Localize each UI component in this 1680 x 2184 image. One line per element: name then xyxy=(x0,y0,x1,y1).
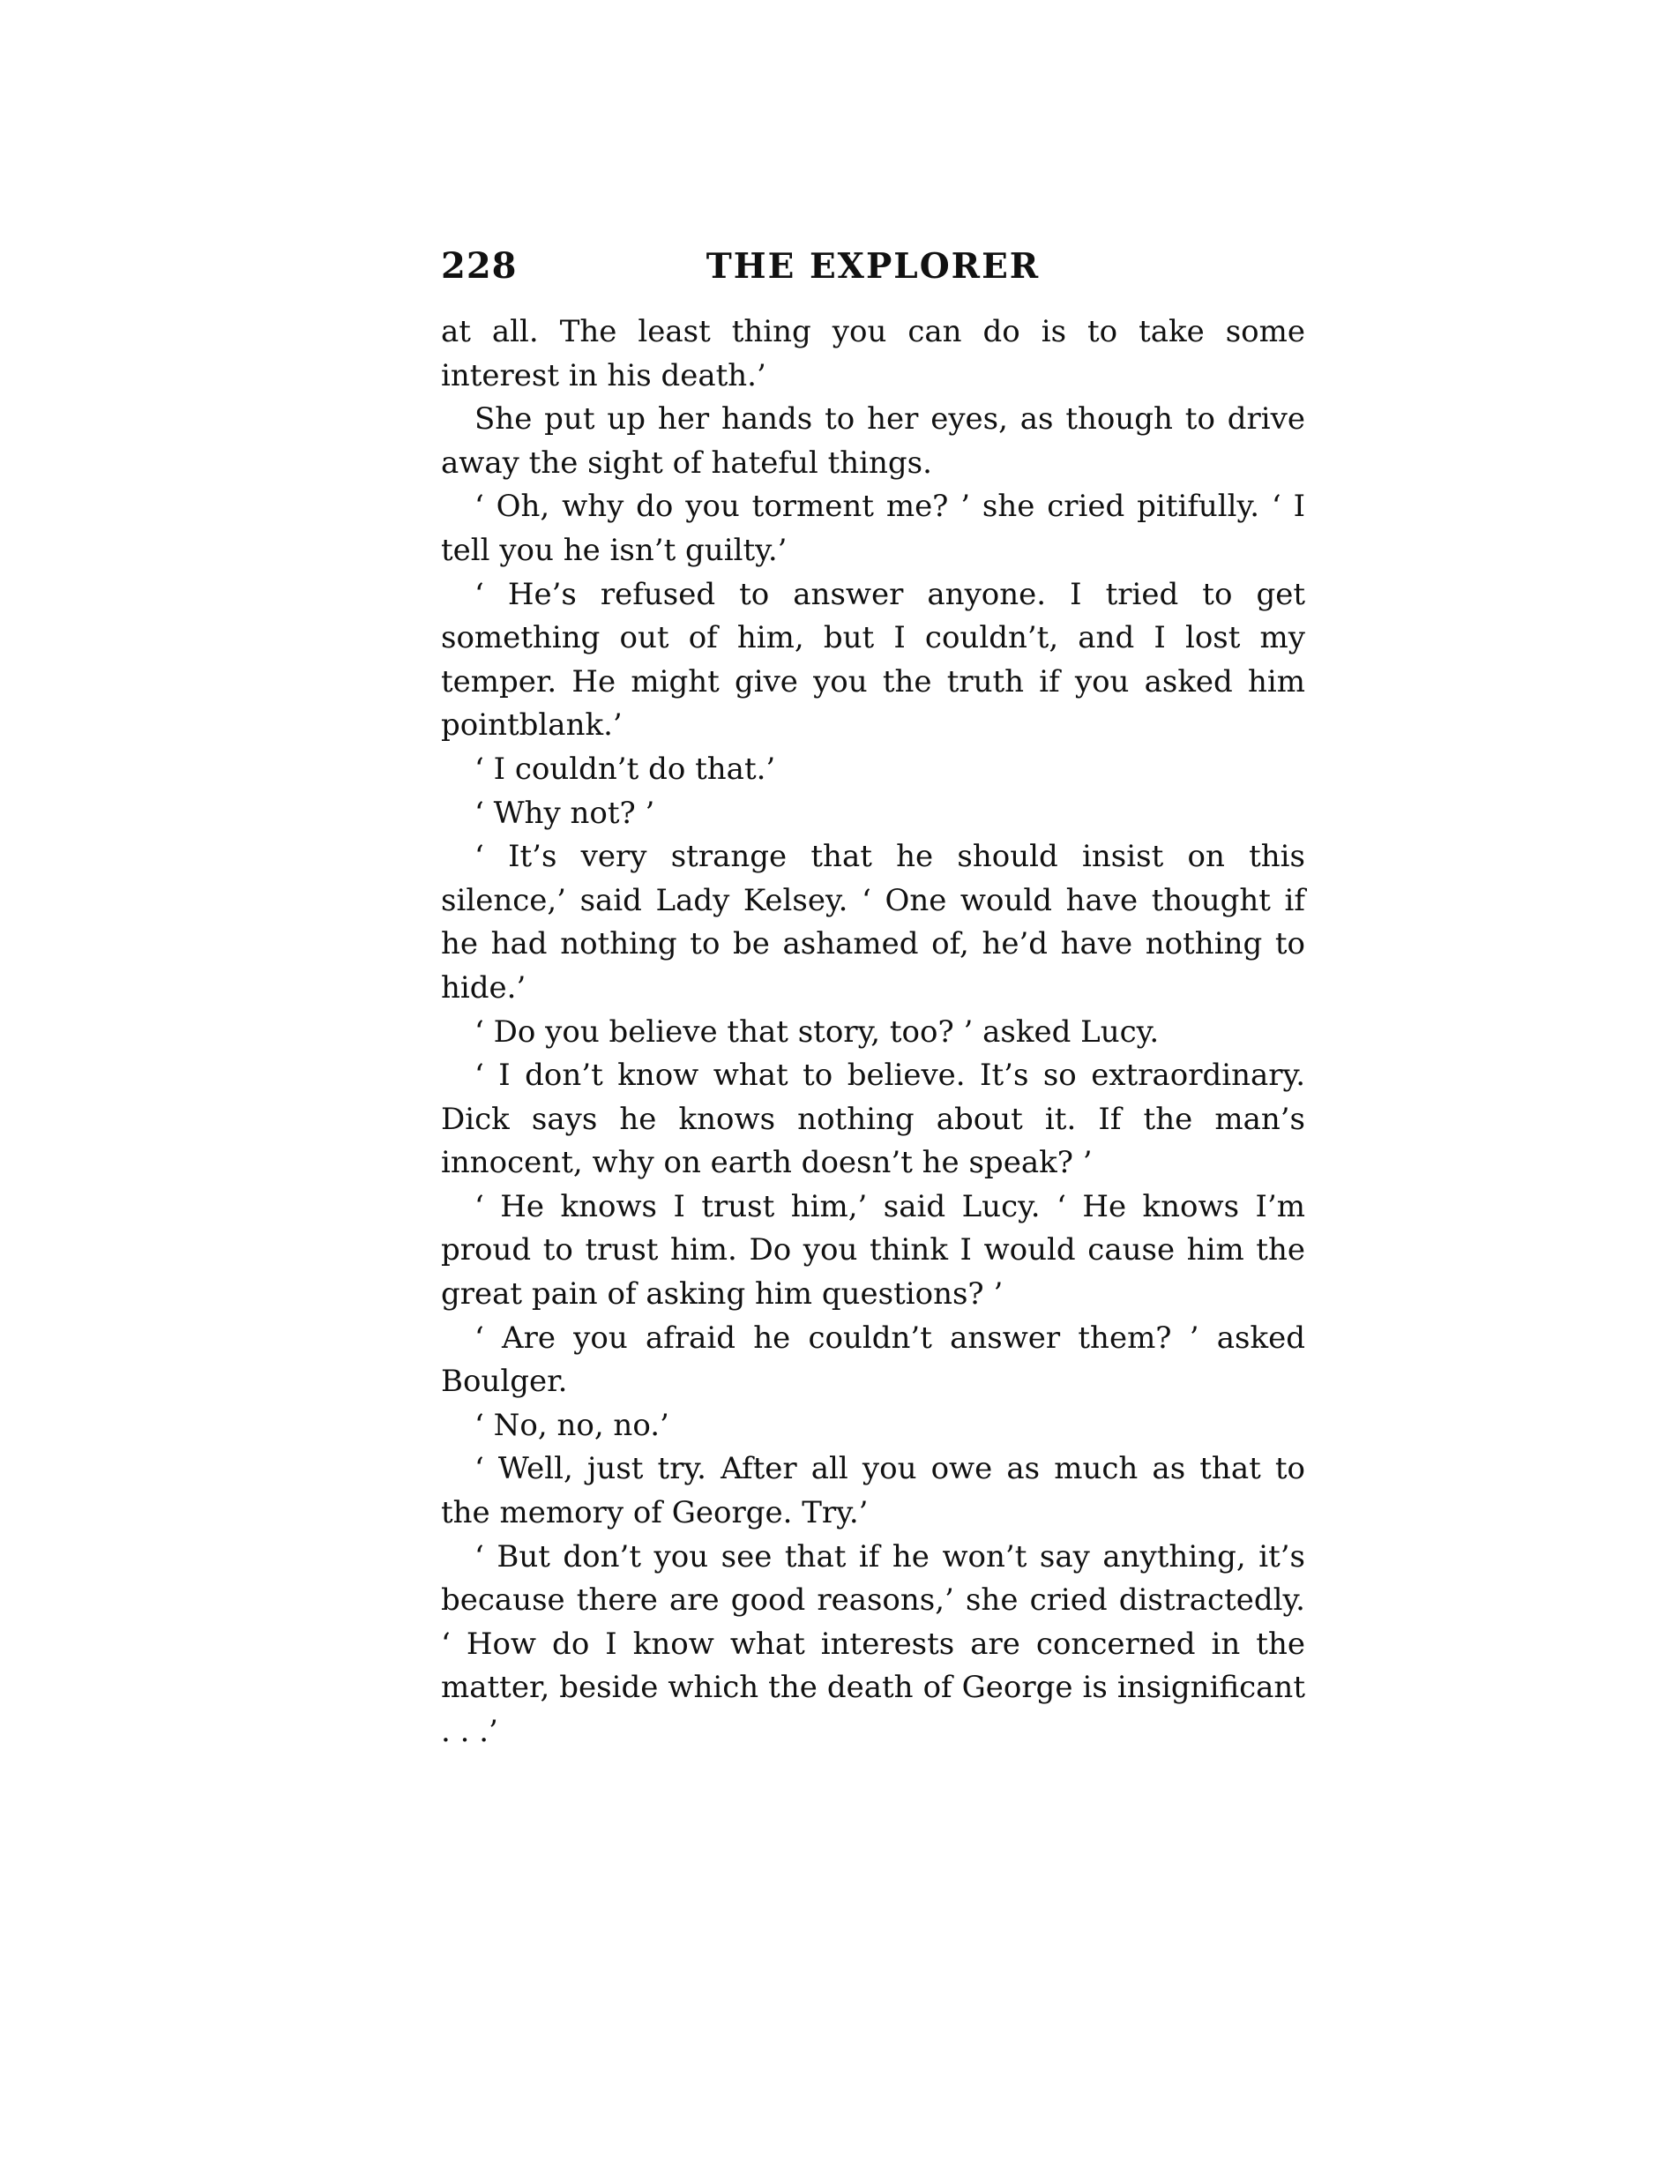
paragraph: at all. The least thing you can do is to take some interest in his death.’ xyxy=(441,314,1305,393)
page-header xyxy=(441,240,1305,293)
paragraph: ‘ Why not? ’ xyxy=(474,795,655,831)
paragraph: ‘ But don’t you see that if he won’t say anything, it’s because there are good reasons,’ she cried distractedly. ‘ How do I know what interests are concerned in the matter, beside which the death of George is insignificant . . .’ xyxy=(441,1538,1305,1749)
paragraph: ‘ Are you afraid he couldn’t answer them? ’ asked Boulger. xyxy=(441,1320,1305,1400)
body-text xyxy=(441,310,1305,1754)
paragraph: ‘ Oh, why do you torment me? ’ she cried pitifully. ‘ I tell you he isn’t guilty.’ xyxy=(441,489,1305,568)
paragraph: ‘ He knows I trust him,’ said Lucy. ‘ He knows I’m proud to trust him. Do you think I would cause him the great pain of asking him questions? ’ xyxy=(441,1188,1305,1313)
paragraph: ‘ Do you believe that story, too? ’ asked Lucy. xyxy=(474,1013,1160,1050)
paragraph: ‘ I couldn’t do that.’ xyxy=(474,751,776,787)
paragraph: She put up her hands to her eyes, as though to drive away the sight of hateful things. xyxy=(441,401,1305,481)
paragraph: ‘ He’s refused to answer anyone. I tried to get something out of him, but I couldn’t, and I lost my temper. He might give you the truth if you asked him pointblank.’ xyxy=(441,576,1305,744)
paragraph: ‘ It’s very strange that he should insist on this silence,’ said Lady Kelsey. ‘ One would have thought if he had nothing to be ashamed of, he’d have nothing to hide.’ xyxy=(441,839,1305,1006)
page-number: 228 xyxy=(441,245,518,287)
running-title: THE EXPLORER xyxy=(706,246,1041,287)
paragraph: ‘ Well, just try. After all you owe as much as that to the memory of George. Try.’ xyxy=(441,1451,1305,1531)
paragraph: ‘ I don’t know what to believe. It’s so extraordinary. Dick says he knows nothing about it. If the man’s innocent, why on earth doesn’t he speak? ’ xyxy=(441,1058,1305,1181)
paragraph: ‘ No, no, no.’ xyxy=(474,1407,669,1443)
